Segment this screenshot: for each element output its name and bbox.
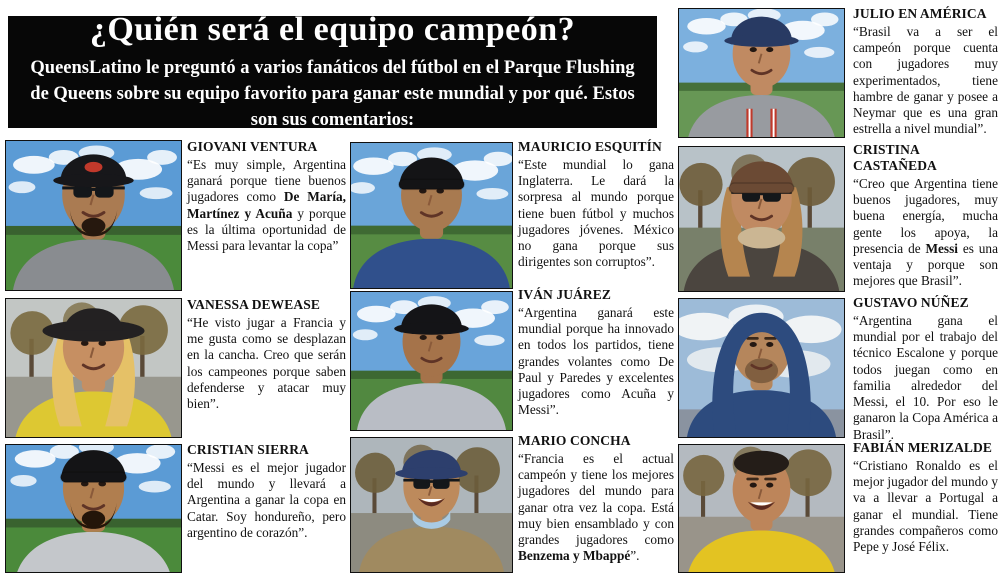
- person-quote: “Cristiano Ronaldo es el mejor jugador del mundo y va a llevar a Portugal a ganar el mundial. Tiene grandes compañeros como Pepe y José Félix.: [853, 458, 998, 555]
- entry-cristina-castaneda: [853, 142, 998, 290]
- person-quote: “Este mundial lo gana Inglaterra. Le dará la sorpresa al mundo porque tiene buen fútbol y muchos jugadores jóvenes. México no gana porque sus dirigentes son corruptos”.: [518, 157, 674, 270]
- entry-ivan-juarez: [518, 287, 674, 419]
- entry-vanessa-dewease: [187, 297, 346, 412]
- person-name: FABIÁN MERIZALDE: [853, 440, 992, 455]
- entry-gustavo-nunez: [853, 295, 998, 443]
- person-name: GIOVANI VENTURA: [187, 139, 318, 154]
- portrait-photo-mario-concha: [350, 437, 513, 573]
- portrait-photo-mauricio-esquitin: [350, 142, 513, 289]
- person-quote: “Argentina gana el mundial por el trabajo del técnico Escalone y porque todos juegan como en familia alrededor del Messi, el 10. Por eso le ganaron la Copa América a Brasil”.: [853, 313, 998, 442]
- portrait-photo-vanessa-dewease: [5, 298, 182, 438]
- entry-fabian-merizalde: [853, 440, 998, 555]
- portrait-photo-cristina-castaneda: [678, 146, 845, 292]
- page-subtitle: QueensLatino le preguntó a varios fanáticos del fútbol en el Parque Flushing de Queens sobre su equipo favorito para ganar este mundial y por qué. Estos son sus comentarios:: [30, 57, 635, 131]
- page-title: ¿Quién será el equipo campeón?: [89, 10, 576, 48]
- portrait-photo-cristian-sierra: [5, 444, 182, 573]
- person-name: GUSTAVO NÚÑEZ: [853, 295, 969, 310]
- person-quote: “He visto jugar a Francia y me gusta como se desplazan en la cancha. Creo que serán los campeones porque saben defenderse y atacar muy bien”.: [187, 315, 346, 412]
- entry-cristian-sierra: [187, 442, 346, 541]
- person-name: CRISTINA CASTAÑEDA: [853, 142, 937, 173]
- person-name: CRISTIAN SIERRA: [187, 442, 309, 457]
- entry-mario-concha: [518, 433, 674, 565]
- person-name: IVÁN JUÁREZ: [518, 287, 611, 302]
- portrait-photo-gustavo-nunez: [678, 298, 845, 438]
- entry-julio-en-america: [853, 6, 998, 138]
- person-name: MAURICIO ESQUITÍN: [518, 139, 662, 154]
- person-name: VANESSA DEWEASE: [187, 297, 320, 312]
- person-quote: “Argentina ganará este mundial porque ha innovado en todos los partidos, tiene grandes volantes como De Paul y Paredes y excelentes jugadores como Acuña y Messi”.: [518, 305, 674, 418]
- person-quote: “Creo que Argentina tiene buenos jugadores, muy buena energía, mucha gente los apoya, la presencia de Messi es una ventaja y porque son mejores que Brasil”.: [853, 176, 998, 289]
- person-name: MARIO CONCHA: [518, 433, 631, 448]
- person-quote: “Francia es el actual campeón y tiene los mejores jugadores del mundo para ganar otra vez la copa. Está muy bien ensamblado y con grandes jugadores como Benzema y Mbappé”.: [518, 451, 674, 564]
- portrait-photo-giovani-ventura: [5, 140, 182, 291]
- portrait-photo-fabian-merizalde: [678, 444, 845, 573]
- person-quote: “Es muy simple, Argentina ganará porque tiene buenos jugadores como De María, Martínez y Acuña y porque es la última oportunidad de Messi para levantar la copa”: [187, 157, 346, 254]
- header-box: [8, 10, 657, 131]
- entry-giovani-ventura: [187, 139, 346, 254]
- person-quote: “Messi es el mejor jugador del mundo y llevará a Argentina a ganar la copa en Catar. Soy hondureño, pero argentino de corazón”.: [187, 460, 346, 540]
- person-quote: “Brasil va a ser el campeón porque cuenta con jugadores muy experimentados, tiene hambre de ganar y posee a Neymar que es una gran estrella a nivel mundial”.: [853, 24, 998, 137]
- person-name: JULIO EN AMÉRICA: [853, 6, 987, 21]
- portrait-photo-julio-en-america: [678, 8, 845, 138]
- portrait-photo-ivan-juarez: [350, 291, 513, 431]
- entry-mauricio-esquitin: [518, 139, 674, 271]
